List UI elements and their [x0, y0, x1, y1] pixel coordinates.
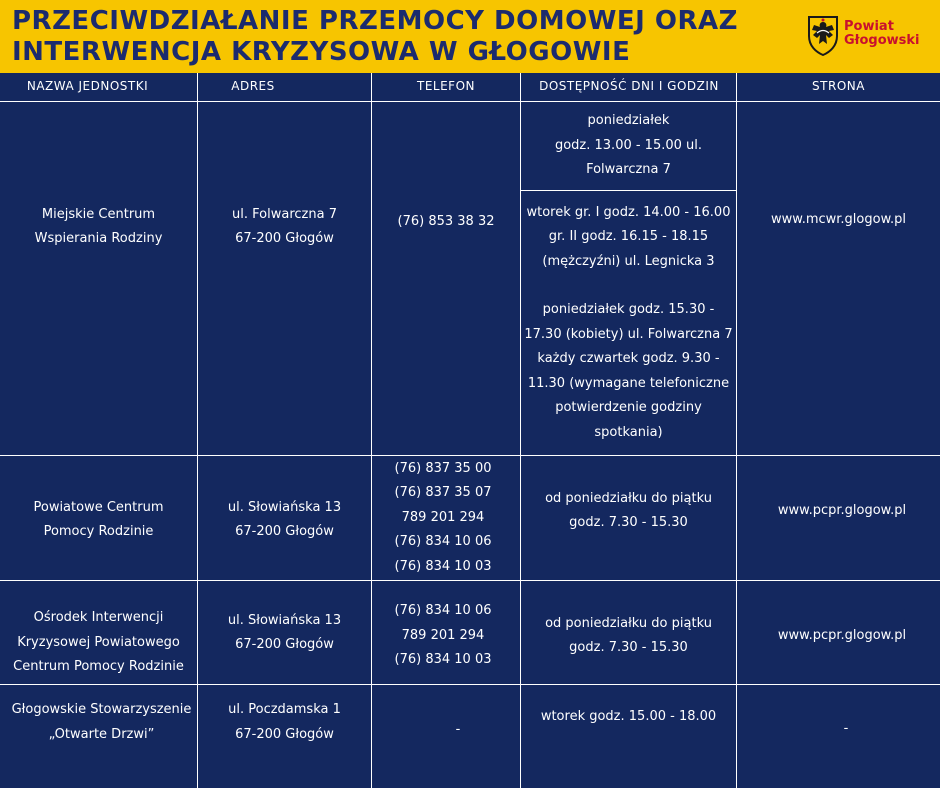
cell-text: Powiatowe Centrum	[33, 499, 164, 515]
logo-text-line-1: Powiat	[844, 19, 894, 34]
title-line-1: PRZECIWDZIAŁANIE PRZEMOCY DOMOWEJ ORAZ	[12, 6, 738, 36]
cell-text: potwierdzenie godziny	[555, 400, 702, 416]
table-cell-website	[737, 685, 940, 773]
cell-text: (76) 834 10 03	[394, 652, 492, 668]
cell-text: (76) 834 10 06	[394, 603, 492, 619]
cell-text: każdy czwartek godz. 9.30 -	[537, 351, 720, 367]
table-cell-availability	[521, 581, 736, 691]
cell-text: godz. 7.30 - 15.30	[569, 640, 688, 655]
column-header-website: STRONA	[812, 79, 865, 93]
cell-text: Centrum Pomocy Rodzinie	[13, 659, 184, 675]
cell-text: 67-200 Głogów	[235, 231, 334, 246]
cell-text: -	[455, 721, 461, 737]
cell-text: -	[843, 720, 849, 736]
page-header	[0, 0, 940, 73]
cell-text: poniedziałek	[587, 113, 670, 129]
cell-text: Głogowskie Stowarzyszenie	[11, 702, 192, 717]
logo-text	[844, 20, 920, 48]
website-link[interactable]: www.pcpr.glogow.pl	[777, 502, 907, 518]
cell-text: 11.30 (wymagane telefoniczne	[527, 375, 730, 391]
cell-text: od poniedziałku do piątku	[545, 615, 712, 631]
cell-text: gr. II godz. 16.15 - 18.15	[548, 229, 709, 245]
eagle-coat-of-arms-icon	[806, 14, 840, 56]
column-header-address: ADRES	[231, 79, 275, 93]
cell-text: godz. 13.00 - 15.00 ul.	[554, 137, 703, 153]
table-cell-address	[198, 685, 371, 760]
title-line-2: INTERWENCJA KRYZYSOWA W GŁOGOWIE	[12, 37, 631, 67]
cell-text: poniedziałek godz. 15.30 -	[542, 302, 715, 318]
cell-text: (76) 837 35 00	[394, 460, 492, 476]
table-cell-name	[0, 456, 197, 584]
column-header-phone: TELEFON	[416, 79, 475, 93]
cell-text: 67-200 Głogów	[235, 637, 334, 652]
column-headers	[0, 73, 940, 101]
page-title	[12, 6, 802, 68]
cell-text: 789 201 294	[401, 627, 485, 643]
cell-text: wtorek godz. 15.00 - 18.00	[540, 708, 717, 724]
cell-text: 17.30 (kobiety) ul. Folwarczna 7	[524, 326, 733, 342]
website-link[interactable]: www.mcwr.glogow.pl	[770, 211, 907, 227]
cell-text: Pomocy Rodzinie	[43, 524, 154, 539]
column-header-availability: DOSTĘPNOŚĆ DNI I GODZIN	[539, 79, 719, 93]
cell-text: Ośrodek Interwencji	[33, 610, 164, 626]
table-cell-address	[198, 456, 371, 584]
cell-text: (mężczyźni) ul. Legnicka 3	[542, 253, 715, 269]
cell-text: (76) 834 10 03	[394, 558, 492, 574]
cell-text: Miejskie Centrum	[41, 206, 156, 222]
cell-text: ul. Słowiańska 13	[227, 612, 342, 628]
table-cell-name	[0, 102, 197, 352]
cell-text: Folwarczna 7	[586, 162, 671, 178]
cell-text: ul. Poczdamska 1	[228, 702, 341, 717]
cell-text: od poniedziałku do piątku	[545, 490, 712, 506]
cell-text: Kryzysowej Powiatowego	[17, 634, 180, 650]
table-cell-address	[198, 581, 371, 685]
table-cell-phone	[372, 102, 520, 342]
table-cell-phone	[372, 581, 514, 691]
cell-text: (76) 853 38 32	[397, 213, 495, 229]
table-cell-availability-bottom	[521, 191, 736, 455]
cell-text: „Otwarte Drzwi”	[48, 726, 155, 742]
table-cell-website	[737, 102, 940, 338]
table-cell-website	[737, 456, 940, 566]
table-cell-address	[198, 102, 371, 352]
cell-text: spotkania)	[594, 424, 663, 440]
table-cell-availability	[521, 456, 736, 566]
cell-text: 67-200 Głogów	[235, 524, 334, 539]
cell-text: godz. 7.30 - 15.30	[569, 515, 688, 530]
table-cell-website	[737, 581, 940, 691]
table-cell-availability	[521, 685, 736, 749]
cell-text: 67-200 Głogów	[235, 726, 334, 742]
table-cell-availability-top	[521, 102, 736, 190]
cell-text: Wspierania Rodziny	[34, 231, 163, 246]
powiat-logo	[806, 14, 936, 60]
table-cell-phone	[372, 685, 544, 775]
cell-text: (76) 834 10 06	[394, 534, 492, 550]
column-header-name: NAZWA JEDNOSTKI	[26, 79, 149, 93]
table-cell-name	[0, 685, 203, 760]
logo-text-line-2: Głogowski	[844, 33, 920, 48]
website-link[interactable]: www.pcpr.glogow.pl	[777, 627, 907, 643]
cell-text: (76) 837 35 07	[394, 485, 492, 501]
cell-text: wtorek gr. I godz. 14.00 - 16.00	[526, 204, 731, 220]
table-cell-phone	[372, 456, 514, 580]
cell-text: ul. Folwarczna 7	[232, 206, 337, 222]
cell-text: 789 201 294	[401, 509, 485, 525]
cell-text: ul. Słowiańska 13	[227, 499, 342, 515]
